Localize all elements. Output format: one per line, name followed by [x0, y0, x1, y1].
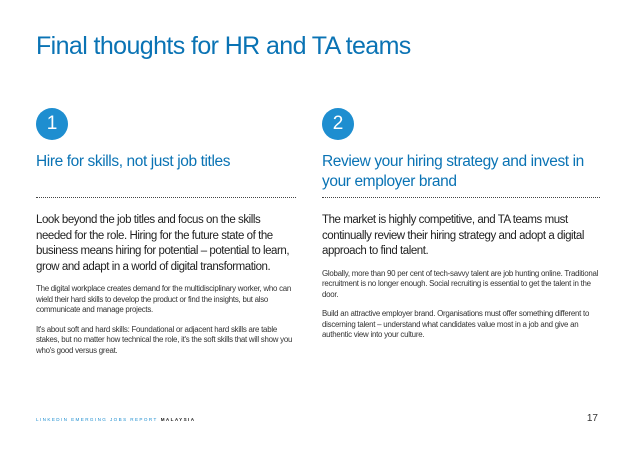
body-paragraph: Build an attractive employer brand. Organisations must offer something different to discerning talent – understand what candidates value most in a job and give an authentic view into your culture.: [322, 309, 590, 340]
column-heading: Hire for skills, not just job titles: [36, 153, 231, 170]
lead-paragraph: Look beyond the job titles and focus on the skills needed for the role. Hiring for the future state of the business means hiring for potential – potential to learn, grow and adapt in a world of digital transformation.: [36, 214, 290, 273]
dotted-divider: [322, 197, 600, 198]
column-heading: Review your hiring strategy and invest in your employer brand: [322, 153, 584, 190]
column-2: [322, 108, 600, 341]
lead-paragraph: The market is highly competitive, and TA teams must continually review their hiring strategy and adopt a digital approach to find talent.: [322, 214, 584, 257]
dotted-divider: [36, 197, 296, 198]
body-paragraph: The digital workplace creates demand for the multidisciplinary worker, who can wield their hard skills to develop the product or find the insights, but also communicate and manage projects.: [36, 284, 292, 315]
report-country: MALAYSIA: [160, 417, 196, 422]
footer-report-label: [36, 417, 195, 422]
column-1: [36, 108, 296, 357]
page-title: Final thoughts for HR and TA teams: [36, 32, 411, 60]
step-number-badge: 1: [36, 108, 68, 140]
page-number: 17: [586, 413, 598, 424]
report-name: LINKEDIN EMERGING JOBS REPORT: [36, 417, 158, 422]
body-paragraph: Globally, more than 90 per cent of tech-savvy talent are job hunting online. Traditional recruitment is no longer enough. Social recruiting is essential to get the talent in the door.: [322, 268, 599, 299]
body-paragraph: It's about soft and hard skills: Foundational or adjacent hard skills are table stakes, but no matter how technical the role, it's the soft skills that will show you who's good versus great.: [36, 324, 293, 355]
step-number-badge: 2: [322, 108, 354, 140]
